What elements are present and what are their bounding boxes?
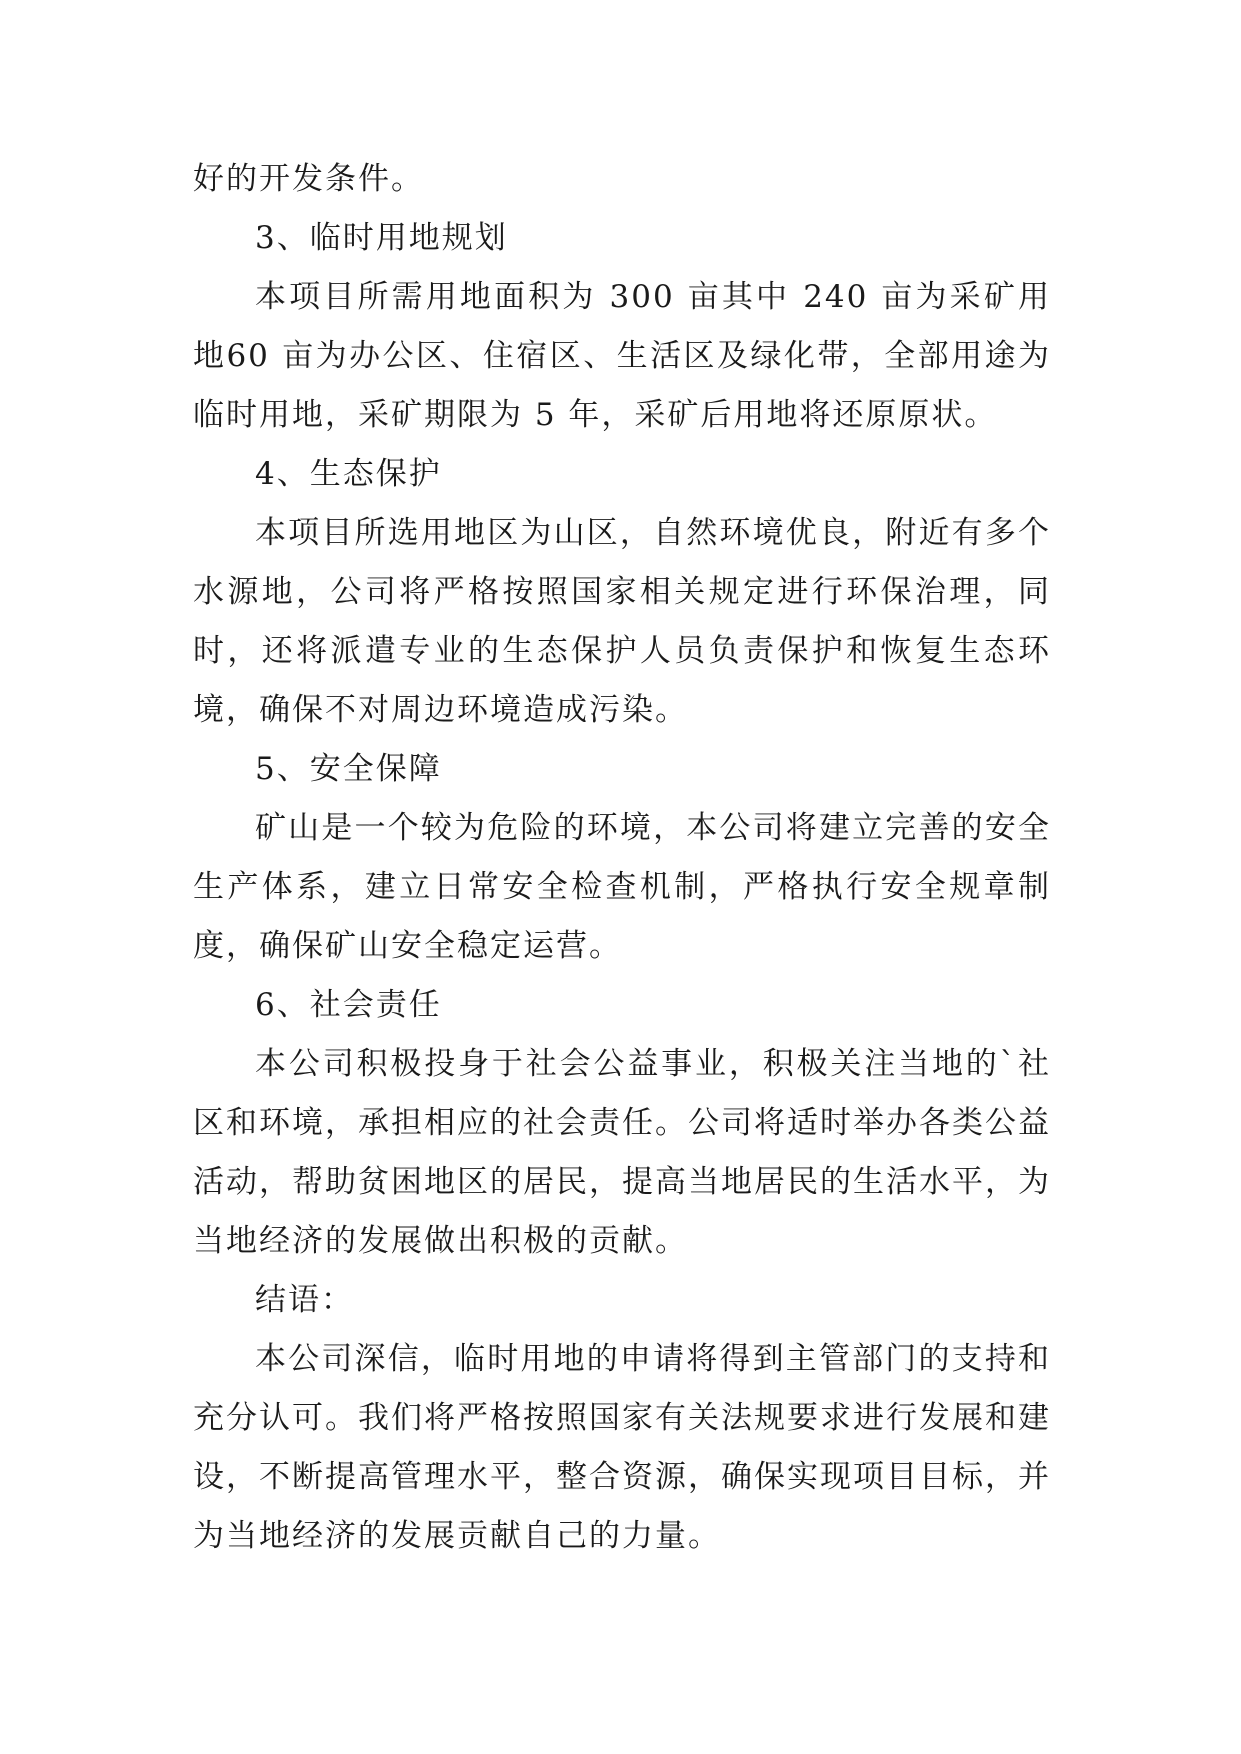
section-heading-conclusion: 结语： (255, 1282, 354, 1318)
paragraph-land-plan: 本项目所需用地面积为 300 亩其中 240 亩为采矿用地60 亩为办公区、住宿区、生活区及绿化带，全部用途为临时用地，采矿期限为 5 年，采矿后用地将还原原状。 (193, 279, 1051, 433)
paragraph-continuation: 好的开发条件。 (193, 161, 424, 197)
section-heading-safety: 5、安全保障 (255, 751, 442, 787)
section-heading-ecology: 4、生态保护 (255, 456, 442, 492)
paragraph-safety: 矿山是一个较为危险的环境，本公司将建立完善的安全生产体系，建立日常安全检查机制，严格执行安全规章制度，确保矿山安全稳定运营。 (193, 810, 1051, 964)
paragraph-social: 本公司积极投身于社会公益事业，积极关注当地的`社区和环境，承担相应的社会责任。公司将适时举办各类公益活动，帮助贫困地区的居民，提高当地居民的生活水平，为当地经济的发展做出积极的贡献。 (193, 1046, 1051, 1259)
paragraph-ecology: 本项目所选用地区为山区，自然环境优良，附近有多个水源地，公司将严格按照国家相关规定进行环保治理，同时，还将派遣专业的生态保护人员负责保护和恢复生态环境，确保不对周边环境造成污染。 (193, 515, 1051, 728)
document-body (193, 150, 1051, 1566)
section-heading-social: 6、社会责任 (255, 987, 442, 1023)
paragraph-conclusion: 本公司深信，临时用地的申请将得到主管部门的支持和充分认可。我们将严格按照国家有关法规要求进行发展和建设，不断提高管理水平，整合资源，确保实现项目目标，并为当地经济的发展贡献自己的力量。 (193, 1341, 1051, 1554)
section-heading-land-plan: 3、临时用地规划 (255, 220, 508, 256)
